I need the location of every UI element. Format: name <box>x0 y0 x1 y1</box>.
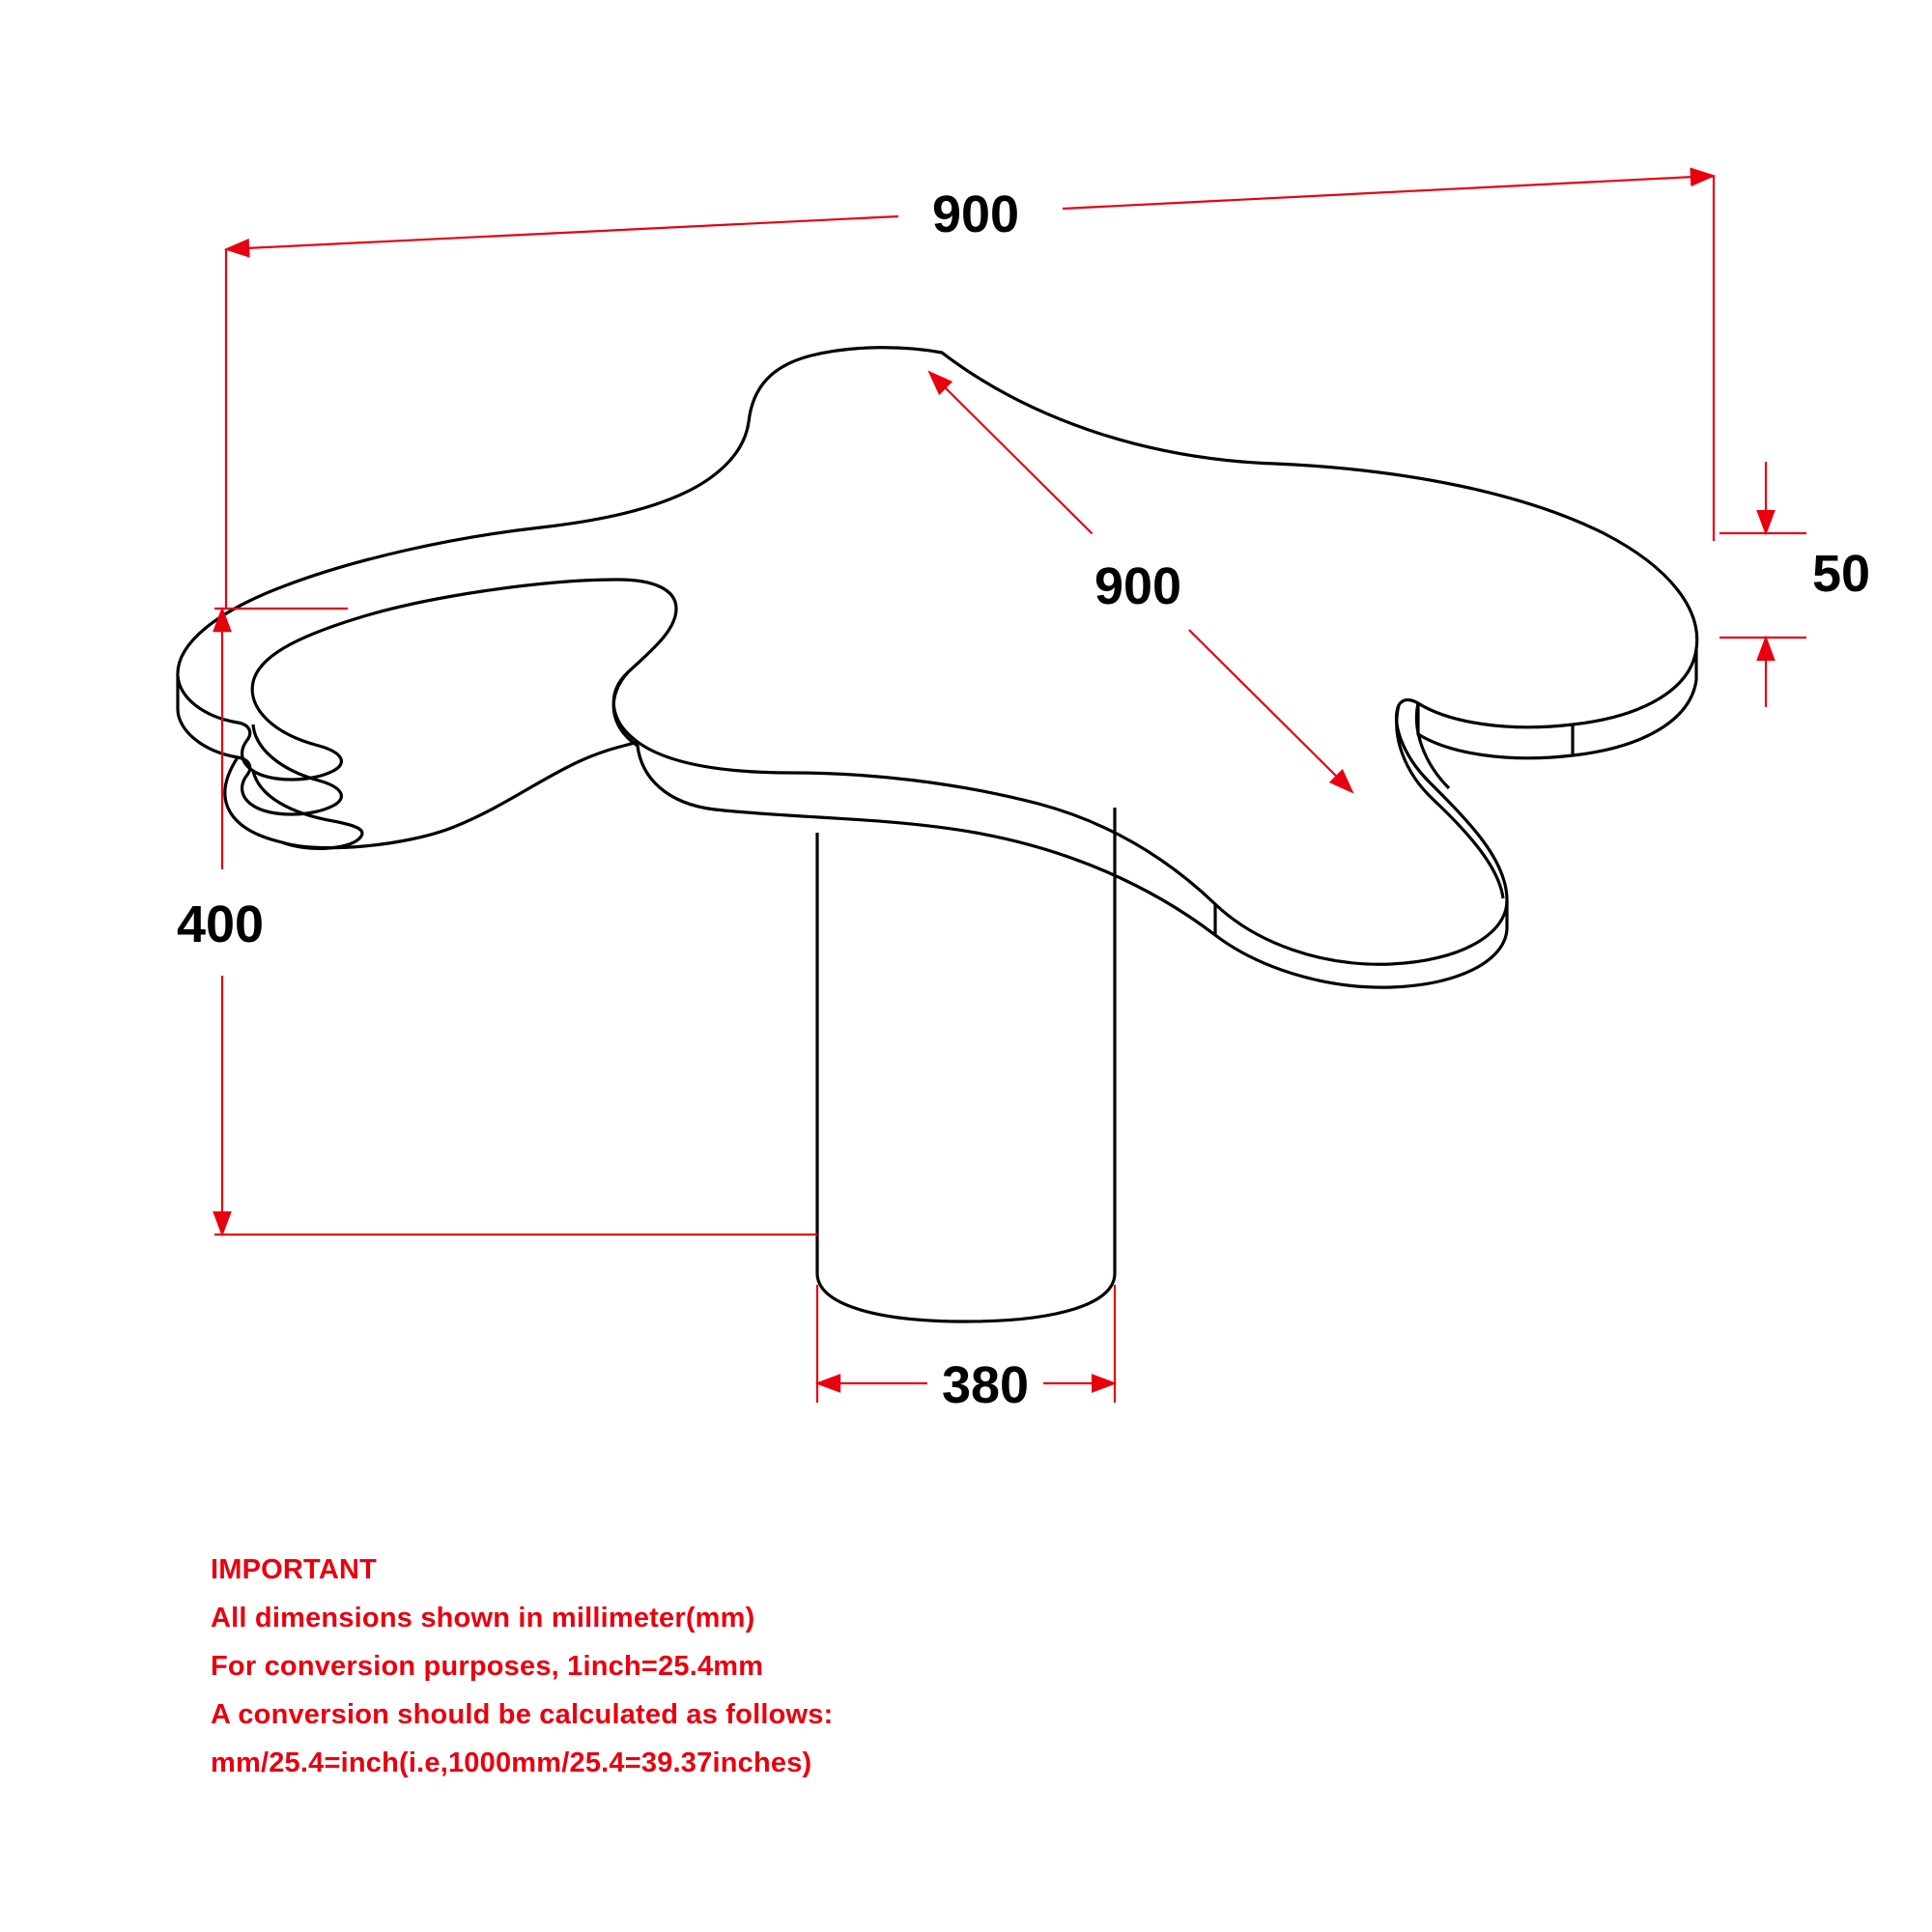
dim-label-thickness: 50 <box>1812 545 1871 603</box>
note-line-3: A conversion should be calculated as follows: <box>211 1699 834 1730</box>
note-line-1: All dimensions shown in millimeter(mm) <box>211 1603 755 1634</box>
dim-label-height: 400 <box>176 895 265 953</box>
important-notes <box>211 1546 833 1787</box>
note-heading: IMPORTANT <box>211 1554 378 1585</box>
dim-line-top-width-right <box>1063 176 1714 209</box>
tabletop-lower-outline-2 <box>613 672 1507 987</box>
note-line-4: mm/25.4=inch(i.e,1000mm/25.4=39.37inches) <box>211 1747 812 1778</box>
tabletop-side-right <box>1418 649 1696 758</box>
table-geometry <box>178 348 1697 1321</box>
dim-line-top-width-left <box>226 216 898 249</box>
tabletop-lower-outline <box>282 742 638 848</box>
pedestal-column <box>817 808 1115 1321</box>
dimension-annotations <box>214 176 1806 1403</box>
dim-label-top-width: 900 <box>931 185 1020 243</box>
tabletop-upper-face <box>178 348 1697 965</box>
dim-label-base-diameter: 380 <box>941 1356 1030 1414</box>
note-line-2: For conversion purposes, 1inch=25.4mm <box>211 1651 764 1682</box>
dim-label-top-depth: 900 <box>1094 557 1182 615</box>
pedestal-bottom-ellipse <box>817 1225 1115 1273</box>
tabletop-thickness-band-2 <box>253 771 362 848</box>
